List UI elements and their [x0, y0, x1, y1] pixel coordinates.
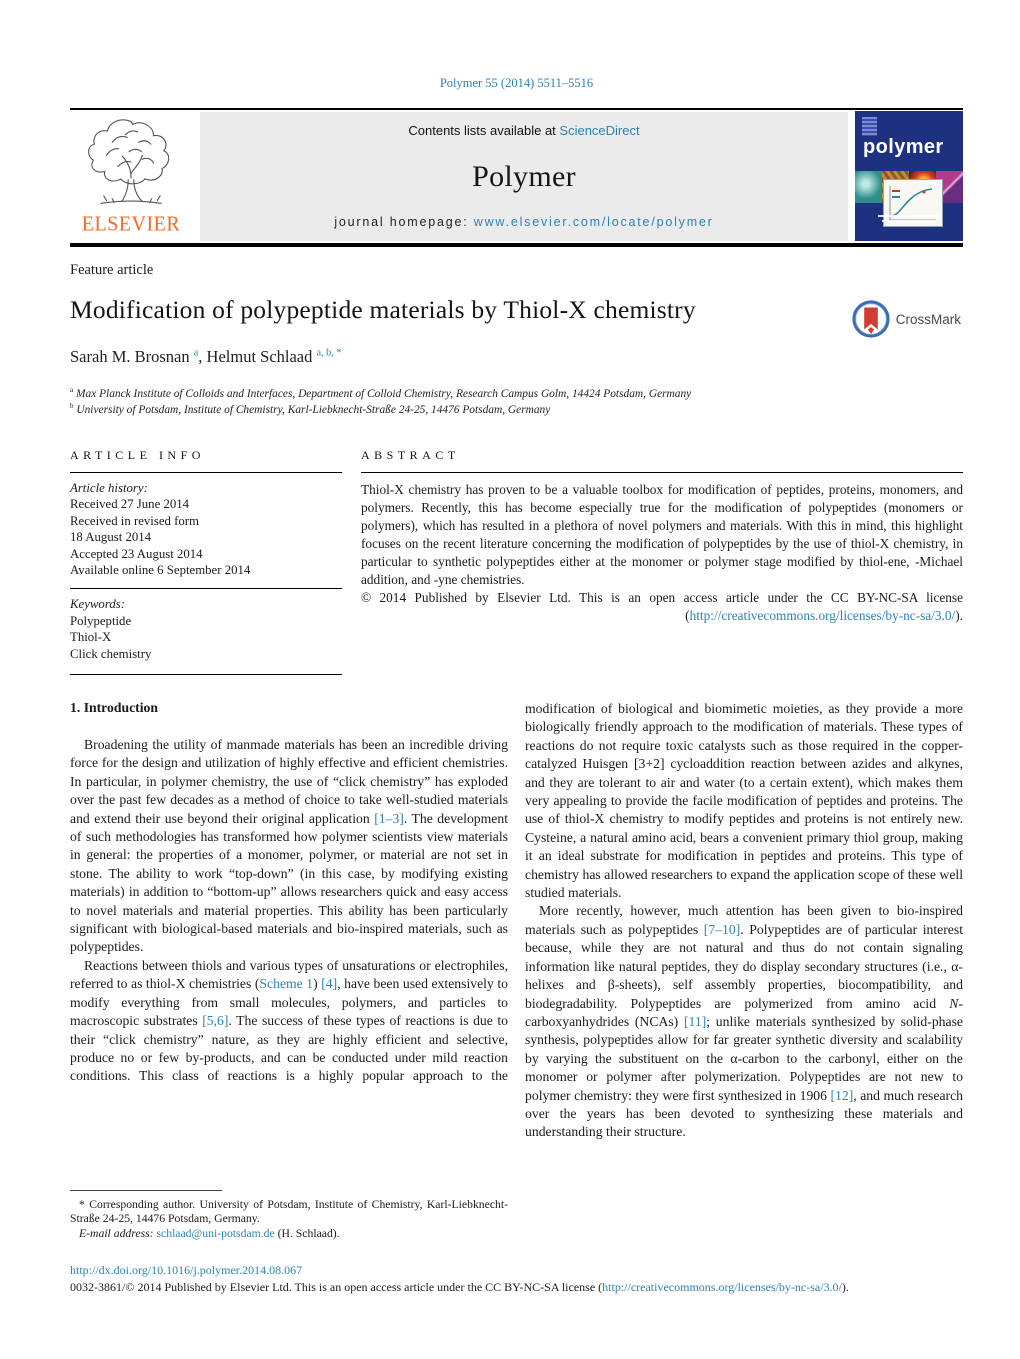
- journal-header-banner: [70, 112, 963, 241]
- affiliation-a: [70, 387, 963, 403]
- citation-ref[interactable]: [7–10]: [703, 921, 741, 937]
- text-segment: More recently, however, much attention has been given to bio-inspired materials such as polypeptides: [525, 903, 963, 937]
- text-segment: , have been used extensively to modify everything from small molecules, polymers, and particles to macroscopic substrates: [70, 976, 508, 1029]
- text-segment: . The success of these types of reactions is due to their “click chemistry” nature, as they are highly efficient and selective, produce no or few by-products, and can be conducted under mild reaction conditions. This class of reactions is a highly popular approach to the: [70, 1013, 509, 1084]
- crossmark-badge[interactable]: [852, 300, 961, 338]
- text-segment: Reactions between thiols and various types of unsaturations or electrophiles, referred to as thiol-X chemistries (: [70, 957, 508, 992]
- crossmark-icon: [852, 300, 890, 338]
- keyword: Click chemistry: [70, 646, 152, 661]
- article-type-label: Feature article: [70, 262, 154, 278]
- article-body: [70, 700, 963, 1242]
- citation-ref[interactable]: [5,6]: [202, 1013, 229, 1029]
- email-link[interactable]: schlaad@uni-potsdam.de: [156, 1227, 275, 1241]
- keywords-label: Keywords:: [70, 597, 125, 612]
- text-segment: ; unlike materials synthesized by solid-phase synthesis, polypeptides allow for far greater synthetic diversity and scalability by varying the substituent on the α-carbon to the carbonyl, either on the monomer or polymer after polymerization. Polypeptides are not new to polymer chemistry: they were first synthesized in 1906: [525, 1013, 963, 1103]
- text-segment: . Polypeptides are of particular interest because, while they are not natural and thus do not contain signaling information like natural peptides, they do display secondary structures (i.e., α-helixes and β-sheets), self assembly properties, biocompatibility, and biodegradability. Polypeptides are polymerized from amino acid: [525, 921, 963, 1011]
- footnote-block: [70, 1190, 508, 1242]
- cc-license-link[interactable]: http://creativecommons.org/licenses/by-nc-sa/3.0/: [689, 608, 956, 623]
- divider: [361, 472, 963, 473]
- journal-banner-center: [200, 112, 848, 241]
- doi-link[interactable]: http://dx.doi.org/10.1016/j.polymer.2014.08.067: [70, 1263, 303, 1277]
- text-segment: ).: [955, 608, 963, 623]
- affiliation-sup: b: [70, 401, 74, 410]
- cover-caption-lines: [855, 212, 963, 229]
- paragraph: [525, 700, 963, 902]
- text-segment: ).: [841, 1279, 849, 1294]
- citation-ref[interactable]: [4]: [321, 976, 338, 992]
- footnote-rule: [70, 1190, 222, 1191]
- scheme-ref[interactable]: Scheme 1: [259, 976, 314, 992]
- paragraph: [525, 902, 963, 1141]
- affiliation-text: Max Planck Institute of Colloids and Interfaces, Department of Colloid Chemistry, Research Campus Golm, 14424 Potsdam, Germany: [73, 388, 692, 400]
- contents-line: [408, 123, 639, 138]
- divider: [70, 674, 342, 675]
- info-abstract-section: [70, 448, 963, 682]
- author-line: [70, 347, 963, 367]
- article-title: Modification of polypeptide materials by Thiol-X chemistry: [70, 295, 696, 324]
- article-title-block: [70, 262, 963, 418]
- elsevier-tree-icon: [70, 114, 192, 215]
- text-segment: -carboxyanhydrides (NCAs): [525, 995, 963, 1029]
- issn-copyright-line: [70, 1279, 963, 1296]
- text-segment: ): [313, 976, 322, 992]
- affiliation-text: University of Potsdam, Institute of Chemistry, Karl-Liebknecht-Straße 24-25, 14476 Potsdam, Germany: [73, 403, 551, 416]
- cover-publisher-emblem-icon: [862, 117, 877, 136]
- text-segment: Sarah M. Brosnan: [70, 347, 194, 366]
- history-line: Received in revised form: [70, 513, 199, 528]
- paragraph: [70, 736, 508, 957]
- text-segment: E-mail address:: [79, 1227, 157, 1241]
- article-info-heading: ARTICLE INFO: [70, 448, 205, 462]
- history-line: Received 27 June 2014: [70, 497, 190, 512]
- abstract-copyright: [361, 589, 963, 625]
- text-segment: © 2014 Published by Elsevier Ltd. This is an open access article under the CC BY-NC-SA license (: [361, 590, 963, 623]
- sciencedirect-link[interactable]: ScienceDirect: [559, 123, 640, 138]
- author-affiliation-ref[interactable]: a: [193, 347, 199, 359]
- article-info-column: [70, 448, 342, 682]
- crossmark-label: CrossMark: [895, 311, 961, 327]
- affiliations: [70, 387, 963, 418]
- affiliation-b: [70, 403, 963, 419]
- body-column-left: [70, 700, 508, 1242]
- citation-ref[interactable]: [11]: [683, 1013, 707, 1029]
- citation-ref[interactable]: [12]: [830, 1087, 854, 1103]
- author-affiliation-ref[interactable]: a, b, *: [316, 347, 342, 359]
- text-segment: , and much research over the years has been devoted to synthesizing these materials and understanding their structure.: [525, 1087, 963, 1140]
- header-rule-bottom: [70, 243, 963, 247]
- divider: [70, 472, 342, 473]
- email-note: [70, 1227, 508, 1242]
- homepage-prefix: journal homepage:: [334, 215, 474, 229]
- elsevier-wordmark: ELSEVIER: [81, 212, 181, 236]
- keyword: Thiol-X: [70, 630, 112, 645]
- header-rule-top: [70, 108, 963, 110]
- history-label: Article history:: [70, 481, 148, 495]
- abstract-column: [361, 448, 963, 682]
- history-line: 18 August 2014: [70, 530, 152, 545]
- homepage-line: [334, 215, 713, 229]
- paragraph: [70, 957, 508, 1086]
- contents-prefix: Contents lists available at: [408, 123, 560, 138]
- citation-ref[interactable]: [1–3]: [374, 810, 404, 826]
- text-segment: , Helmut Schlaad: [198, 347, 317, 366]
- affiliation-sup: a: [70, 386, 74, 395]
- text-segment: . The development of such methodologies has transformed how polymer scientists view materials in general: the properties of a monomer, polymer, or material are not set in stone. The ability to work “top-down” (in this case, by modifying existing materials) in addition to “bottom-up” allows researchers quick and easy access to novel materials and material properties. This ability has been particularly significant with biological-based materials and bio-inspired materials, such as polypeptides.: [70, 810, 508, 955]
- history-line: Available online 6 September 2014: [70, 563, 251, 578]
- section-heading-introduction: 1. Introduction: [70, 700, 158, 715]
- journal-citation: Polymer 55 (2014) 5511–5516: [439, 76, 594, 90]
- homepage-url-link[interactable]: www.elsevier.com/locate/polymer: [473, 215, 714, 229]
- cover-journal-title: polymer: [863, 136, 944, 158]
- history-line: Accepted 23 August 2014: [70, 546, 203, 561]
- text-segment: Broadening the utility of manmade materials has been an incredible driving force for the design and utilization of highly effective and efficient chemistries. In particular, in polymer chemistry, the use of “click chemistry” has exploded over the past few decades as a method of choice to take well-studied materials and extend their use beyond their original application: [70, 737, 508, 826]
- text-segment: 0032-3861/© 2014 Published by Elsevier Ltd. This is an open access article under the CC BY-NC-SA license (: [70, 1279, 603, 1294]
- abstract-text: Thiol-X chemistry has proven to be a valuable toolbox for modification of peptides, proteins, monomers, and polymers. Recently, this has become especially true for the modification of polypeptides (monomers or polymers), which has resulted in a plethora of novel polymers and materials. With this in mind, this highlight focuses on the recent literature concerning the modification of polypeptides by the use of thiol-X chemistry, in particular to synthetic polypeptides either at the monomer or polymer stage modified by thiol-ene, -Michael addition, and -yne chemistries.: [361, 482, 963, 587]
- abstract-heading: ABSTRACT: [361, 448, 460, 462]
- elsevier-logo[interactable]: [70, 112, 192, 241]
- text-segment: modification of biological and biomimetic moieties, as they provide a more biologically friendly approach to the modification of materials. These types of reactions do not require toxic catalysts such as those required in the copper-catalyzed Huisgen [3+2] cycloaddition reaction between azides and alkynes, and they are tolerant to air and water (to a certain extent), which makes them very appealing to provide the facile modification of peptides and proteins. The use of thiol-X chemistry to modify peptides and proteins is not entirely new. Cysteine, a natural amino acid, bears a convenient primary thiol group, making it an ideal substrate for modification in peptides and proteins. This type of chemistry has allowed researchers to expand the application scope of these well studied materials.: [525, 701, 963, 901]
- keyword: Polypeptide: [70, 613, 132, 628]
- page-footer: [70, 1262, 963, 1295]
- text-segment: N: [949, 995, 959, 1011]
- body-column-right: [525, 700, 963, 1242]
- cc-license-link[interactable]: http://creativecommons.org/licenses/by-nc-sa/3.0/: [602, 1279, 842, 1294]
- journal-title: Polymer: [472, 159, 576, 193]
- corresponding-author-note: * Corresponding author. University of Potsdam, Institute of Chemistry, Karl-Liebknecht-Straße 24-25, 14476 Potsdam, Germany.: [70, 1197, 508, 1226]
- journal-cover-thumbnail[interactable]: [855, 111, 963, 241]
- text-segment: (H. Schlaad).: [274, 1227, 340, 1241]
- divider: [70, 588, 342, 589]
